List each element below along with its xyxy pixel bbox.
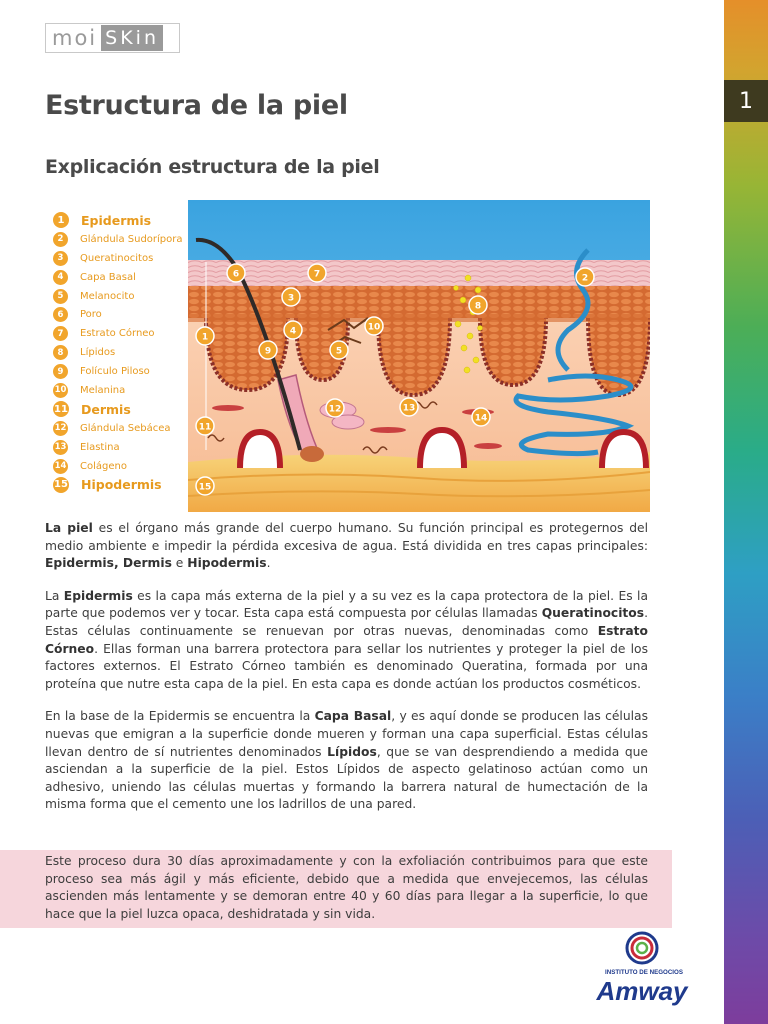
legend-label: Elastina <box>80 441 120 453</box>
legend-item <box>53 249 188 268</box>
diagram-badge-number: 12 <box>328 404 342 415</box>
legend-number-badge: 12 <box>53 421 68 436</box>
legend-item <box>53 287 188 306</box>
logo-swirl-inner <box>637 943 647 953</box>
legend-number-badge: 5 <box>53 289 68 304</box>
legend-label: Queratinocitos <box>80 252 154 264</box>
diagram-badge-number: 8 <box>474 301 482 312</box>
callout-text: Este proceso dura 30 días aproximadamente y con la exfoliación contribuimos para que este proceso sea más ágil y más eficiente, debido que a medida que envejecemos, las células ascienden más lentamente y se demoran entre 40 y 60 días para llegar a la superficie, lo que hace que la piel luzca opaca, deshidratada y sin vida. <box>45 854 648 921</box>
logo-amway-text: Amway <box>596 976 688 1006</box>
legend-label: Melanina <box>80 384 126 396</box>
legend-number-badge: 3 <box>53 251 68 266</box>
legend-item <box>53 268 188 287</box>
diagram-badge <box>259 341 277 359</box>
legend-number-badge: 13 <box>53 440 68 455</box>
diagram-legend <box>53 211 188 494</box>
legend-item <box>53 211 188 230</box>
legend-label: Poro <box>80 309 102 321</box>
paragraph-capa-basal: En la base de la Epidermis se encuentra la Capa Basal, y es aquí donde se producen las células nuevas que emigran a la superficie donde mueren y forman una capa superficial. Estas células llevan dentro de sí nutrientes denominados Lípidos, que se van desprendiendo a medida que asciendan a la superficie de la piel. Estos Lípidos de aspecto gelatinoso actúan como un adhesivo, uniendo las células muertas y formando la barrera natural de humectación de la misma forma que el cemento une los ladrillos de una pared. <box>45 709 648 812</box>
logo-institute-text: INSTITUTO DE NEGOCIOS <box>605 969 683 976</box>
diagram-badge-number: 2 <box>581 273 589 284</box>
logo-swirl-mid <box>632 938 652 958</box>
diagram-badge-number: 7 <box>313 269 321 280</box>
brand-logo-text-1: moi <box>52 26 98 50</box>
legend-number-badge: 8 <box>53 345 68 360</box>
section-subtitle: Explicación estructura de la piel <box>45 156 380 178</box>
legend-number-badge: 10 <box>53 383 68 398</box>
paragraph-intro: La piel es el órgano más grande del cuerpo humano. Su función principal es protegernos del medio ambiente e impedir la pérdida excesiva de agua. Está dividida en tres capas principales: Epidermis, Dermis e Hipodermis. <box>45 521 648 571</box>
diagram-badge <box>196 417 214 435</box>
side-color-bar <box>724 0 768 1024</box>
legend-number-badge: 2 <box>53 232 68 247</box>
diagram-badge-number: 10 <box>367 322 381 333</box>
legend-label: Lípidos <box>80 347 116 359</box>
diagram-badge <box>469 296 487 314</box>
diagram-badge-number: 5 <box>335 346 343 357</box>
legend-item <box>53 400 188 419</box>
diagram-badge <box>308 264 326 282</box>
legend-item <box>53 419 188 438</box>
diagram-badge <box>330 341 348 359</box>
legend-number-badge: 11 <box>53 401 69 417</box>
diagram-badge <box>196 327 214 345</box>
brand-logo-text-2: SKin <box>101 25 163 51</box>
diagram-badge <box>227 264 245 282</box>
legend-number-badge: 6 <box>53 307 68 322</box>
diagram-badge-number: 6 <box>232 269 240 280</box>
legend-label: Capa Basal <box>80 271 136 283</box>
diagram-badge-number: 1 <box>201 332 209 343</box>
legend-label: Hipodermis <box>81 477 162 493</box>
diagram-badge <box>326 399 344 417</box>
legend-label: Glándula Sebácea <box>80 422 171 434</box>
page-number: 1 <box>724 80 768 122</box>
page-title: Estructura de la piel <box>45 90 348 121</box>
diagram-badge-number: 4 <box>289 326 297 337</box>
legend-item <box>53 343 188 362</box>
diagram-badge <box>196 477 214 495</box>
legend-number-badge: 9 <box>53 364 68 379</box>
diagram-badge <box>400 398 418 416</box>
legend-number-badge: 1 <box>53 212 69 228</box>
legend-item <box>53 457 188 476</box>
diagram-badge <box>284 321 302 339</box>
legend-item <box>53 230 188 249</box>
legend-label: Epidermis <box>81 212 152 228</box>
brand-logo <box>45 23 180 53</box>
legend-item <box>53 438 188 457</box>
legend-label: Dermis <box>81 401 131 417</box>
legend-label: Folículo Piloso <box>80 366 150 378</box>
diagram-badge <box>576 268 594 286</box>
paragraph-epidermis: La Epidermis es la capa más externa de la piel y a su vez es la capa protectora de la piel. Es la parte que podemos ver y tocar. Esta capa está compuesta por células llamadas Queratinocitos. Estas células continuamente se renuevan por otras nuevas, denominadas como Estrato Córneo. Ellas forman una barrera protectora para sellar los nutrientes y proteger la piel de los factores externos. El Estrato Córneo también es denominado Queratina, formada por una proteína que nutre esta capa de la piel. En esta capa es donde actúan los productos cosméticos. <box>45 588 648 691</box>
legend-label: Estrato Córneo <box>80 328 155 340</box>
legend-number-badge: 4 <box>53 270 68 285</box>
diagram-badge-number: 11 <box>198 422 212 433</box>
diagram-badge-number: 13 <box>402 403 416 414</box>
diagram-badge <box>365 317 383 335</box>
diagram-badge-number: 15 <box>198 482 212 493</box>
legend-number-badge: 14 <box>53 459 68 474</box>
legend-item <box>53 381 188 400</box>
body-text <box>45 520 648 829</box>
diagram-badge-number: 9 <box>264 346 272 357</box>
legend-item <box>53 305 188 324</box>
diagram-badge-number: 14 <box>474 413 488 424</box>
amway-logo <box>592 930 696 1006</box>
diagram-badge-number: 3 <box>287 293 295 304</box>
diagram-badge <box>472 408 490 426</box>
legend-label: Colágeno <box>80 460 127 472</box>
legend-item <box>53 362 188 381</box>
legend-label: Glándula Sudorípora <box>80 233 183 245</box>
legend-item <box>53 324 188 343</box>
legend-number-badge: 7 <box>53 326 68 341</box>
legend-label: Melanocito <box>80 290 135 302</box>
legend-item <box>53 475 188 494</box>
legend-number-badge: 15 <box>53 477 69 493</box>
skin-structure-illustration <box>188 200 650 512</box>
diagram-badge <box>282 288 300 306</box>
